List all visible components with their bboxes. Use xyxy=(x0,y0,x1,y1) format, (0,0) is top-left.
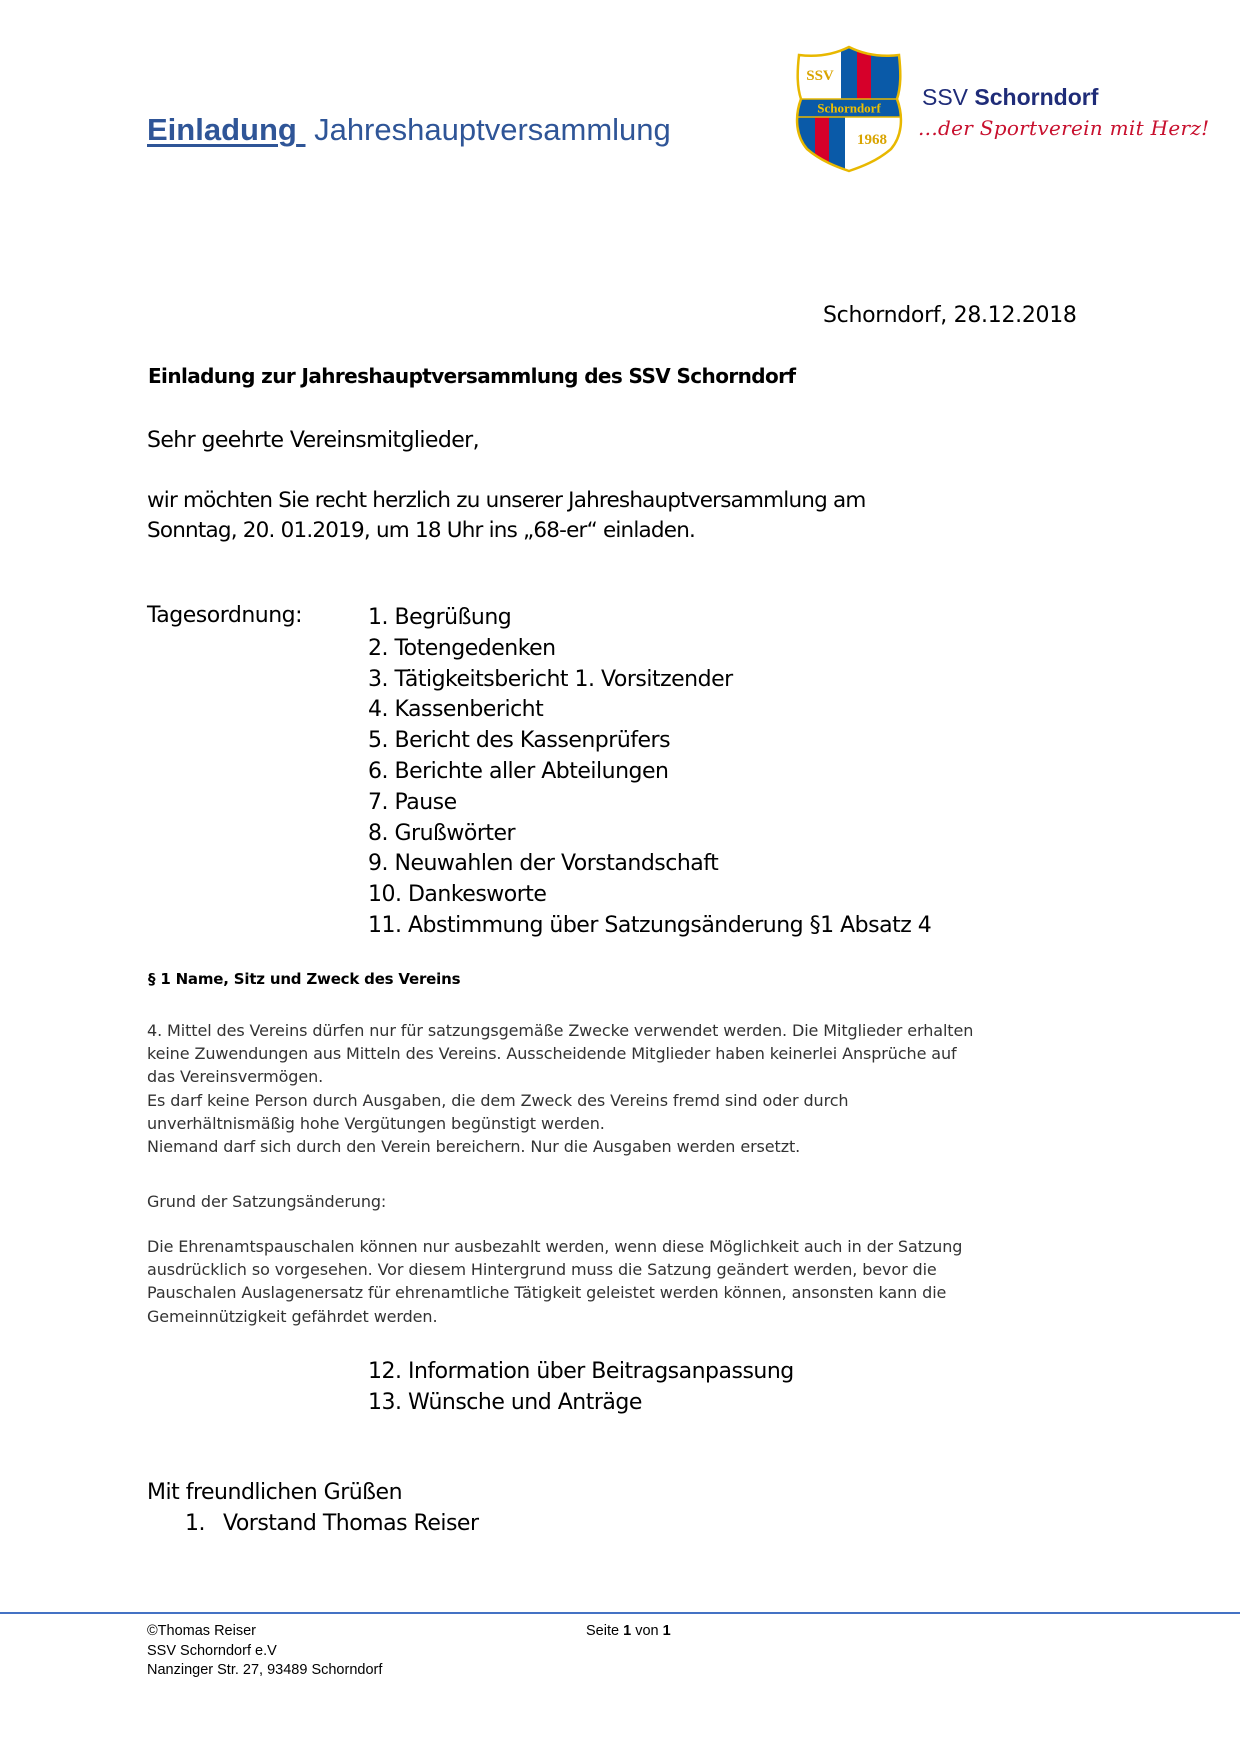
signature-number: 1. xyxy=(185,1511,205,1536)
statute-line: 4. Mittel des Vereins dürfen nur für satzungsgemäße Zwecke verwendet werden. Die Mitglieder erhalten xyxy=(147,1021,974,1040)
signature-name: Vorstand Thomas Reiser xyxy=(223,1511,479,1536)
agenda-list xyxy=(368,603,931,942)
agenda-item: 6. Berichte aller Abteilungen xyxy=(368,758,669,784)
statute-line: unverhältnismäßig hohe Vergütungen begünstigt werden. xyxy=(147,1113,605,1133)
footer-divider xyxy=(0,1612,1240,1614)
reason-label: Grund der Satzungsänderung: xyxy=(147,1192,387,1211)
agenda-item: 11. Abstimmung über Satzungsänderung §1 Absatz 4 xyxy=(368,912,932,938)
footer-line-text: Nanzinger Str. 27, 93489 Schorndorf xyxy=(147,1662,383,1678)
document-title xyxy=(147,112,671,148)
club-name-bold: Schorndorf xyxy=(974,84,1099,110)
footer-line-text: ©Thomas Reiser xyxy=(147,1623,256,1639)
agenda-item: 3. Tätigkeitsbericht 1. Vorsitzender xyxy=(368,666,733,692)
agenda-item: 7. Pause xyxy=(368,789,457,815)
agenda-item: 13. Wünsche und Anträge xyxy=(368,1389,642,1415)
club-crest-logo xyxy=(793,43,905,173)
salutation: Sehr geehrte Vereinsmitglieder, xyxy=(147,428,479,453)
agenda-item: 12. Information über Beitragsanpassung xyxy=(368,1359,794,1384)
crest-text-top: SSV xyxy=(806,68,834,84)
crest-year: 1968 xyxy=(857,132,887,148)
page-separator: von xyxy=(635,1623,659,1639)
closing-greeting: Mit freundlichen Grüßen xyxy=(147,1480,403,1505)
reason-text xyxy=(147,1235,1107,1328)
reason-line: Pauschalen Auslagenersatz für ehrenamtliche Tätigkeit geleistet werden können, ansonsten kann die xyxy=(147,1283,947,1303)
statute-line: keine Zuwendungen aus Mitteln des Vereins. Ausscheidende Mitglieder haben keinerlei Ansprüche auf xyxy=(147,1044,957,1064)
signature xyxy=(185,1511,479,1536)
intro-paragraph xyxy=(147,486,866,546)
place-date: Schorndorf, 28.12.2018 xyxy=(823,303,1077,328)
agenda-item: 5. Bericht des Kassenprüfers xyxy=(368,728,671,754)
reason-line: ausdrücklich so vorgesehen. Vor diesem Hintergrund muss die Satzung geändert werden, bevor die xyxy=(147,1260,937,1280)
crest-stripe xyxy=(841,43,857,101)
crest-text-band: Schorndorf xyxy=(817,100,881,116)
statute-line: Niemand darf sich durch den Verein bereichern. Nur die Ausgaben werden ersetzt. xyxy=(147,1137,801,1157)
agenda-item: 1. Begrüßung xyxy=(368,605,512,630)
agenda-item: 10. Dankesworte xyxy=(368,882,547,908)
title-rest: Jahreshauptversammlung xyxy=(314,112,671,147)
letter-subject: Einladung zur Jahreshauptversammlung des SSV Schorndorf xyxy=(148,364,796,388)
page-total: 1 xyxy=(662,1623,671,1639)
page-current: 1 xyxy=(623,1623,632,1639)
reason-line: Gemeinnützigkeit gefährdet werden. xyxy=(147,1306,438,1326)
title-bold-underlined: Einladung xyxy=(147,112,297,147)
footer-address xyxy=(147,1622,382,1681)
intro-line: wir möchten Sie recht herzlich zu unserer Jahreshauptversammlung am xyxy=(147,488,866,513)
club-name xyxy=(922,84,1098,111)
agenda-item: 2. Totengedenken xyxy=(368,635,556,661)
club-prefix: SSV xyxy=(922,84,969,110)
agenda-item: 4. Kassenbericht xyxy=(368,697,544,723)
club-slogan: ...der Sportverein mit Herz! xyxy=(918,116,1210,140)
crest-stripe xyxy=(815,115,829,173)
agenda-list-continued xyxy=(368,1357,794,1419)
agenda-item: 9. Neuwahlen der Vorstandschaft xyxy=(368,851,719,877)
page-number xyxy=(586,1622,671,1642)
page-prefix: Seite xyxy=(586,1623,620,1639)
statute-line: Es darf keine Person durch Ausgaben, die dem Zweck des Vereins fremd sind oder durch xyxy=(147,1090,849,1110)
intro-line: Sonntag, 20. 01.2019, um 18 Uhr ins „68-er“ einladen. xyxy=(147,518,696,543)
reason-line: Die Ehrenamtspauschalen können nur ausbezahlt werden, wenn diese Möglichkeit auch in der Satzung xyxy=(147,1237,963,1256)
statute-paragraph-heading: § 1 Name, Sitz und Zweck des Vereins xyxy=(148,970,461,988)
statute-paragraph-text xyxy=(147,1019,1107,1158)
footer-line-text: SSV Schorndorf e.V xyxy=(147,1642,277,1659)
statute-line: das Vereinsvermögen. xyxy=(147,1067,324,1087)
agenda-item: 8. Grußwörter xyxy=(368,820,516,846)
agenda-label: Tagesordnung: xyxy=(147,603,303,628)
